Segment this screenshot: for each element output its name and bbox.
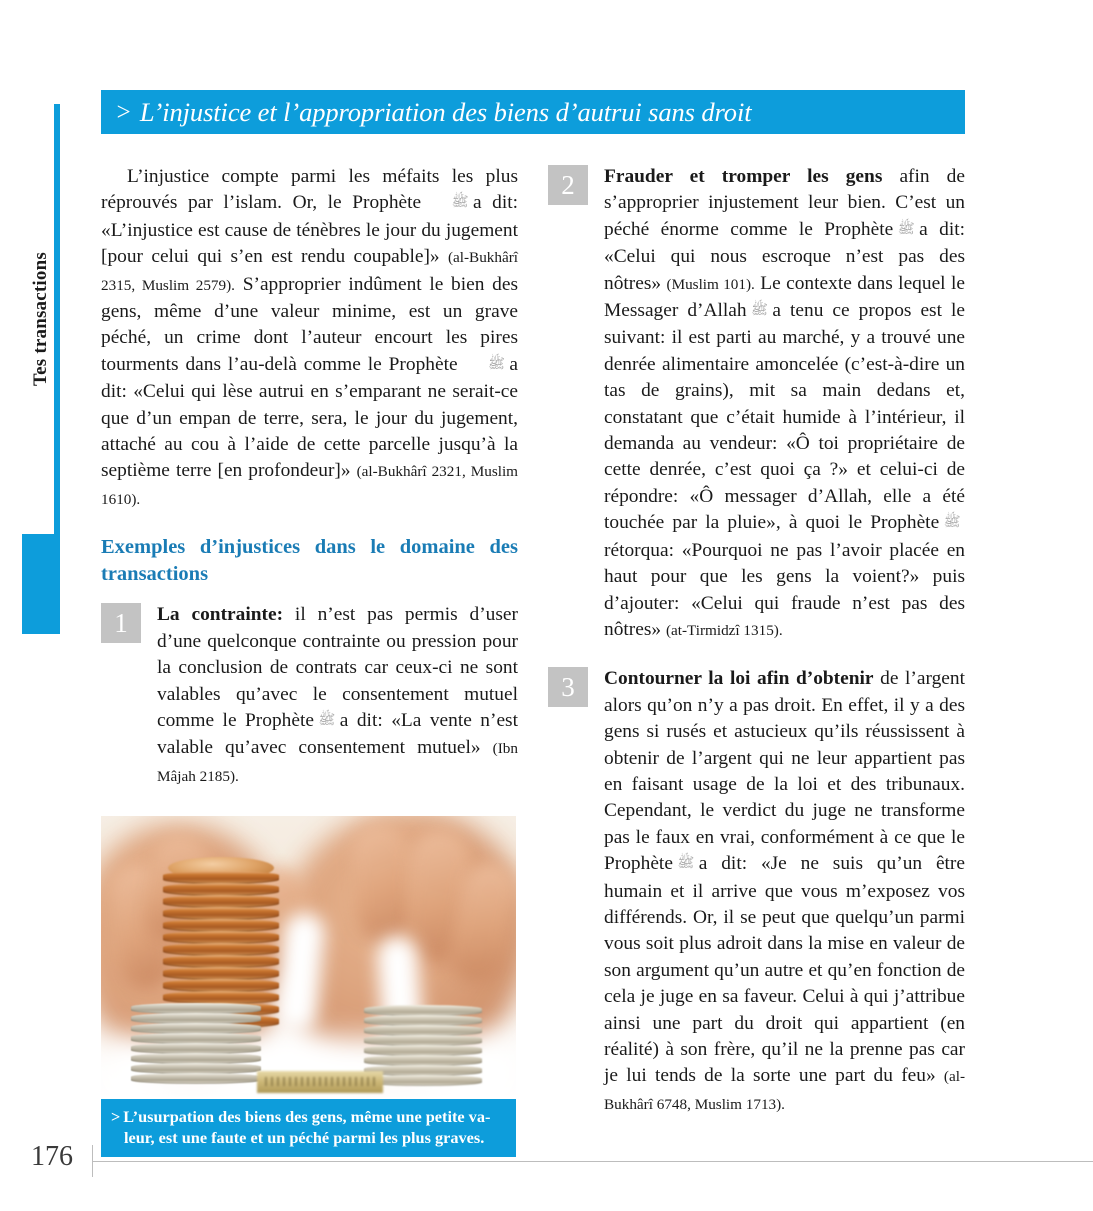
item-2-body-3: Le contexte dans lequel le Messager d’Allah xyxy=(604,272,965,322)
item-number-badge: 3 xyxy=(548,667,588,707)
page-title: L’injustice et l’appropriation des biens d’autrui sans droit xyxy=(139,96,752,127)
intro-part-4: a dit: «Celui qui lèse autrui en s’emparant ne serait-ce que d’un empan de terre, sera, le jour du jugement, attaché au cou à l’aide de cette parcelle jusqu’à la septième terre [en profondeur]» xyxy=(101,353,518,482)
chevron-right-icon: > xyxy=(115,98,132,126)
photo-ruler-bar xyxy=(257,1071,383,1093)
two-column-layout xyxy=(101,164,965,1157)
caption-line-1: L’usurpation des biens des gens, même une petite va- xyxy=(123,1107,491,1127)
salla-glyph-icon: ﷺ xyxy=(447,194,473,211)
hadith-reference: (al-Bukhârî 2315, Muslim 2579). xyxy=(101,249,518,294)
chevron-right-icon: > xyxy=(111,1107,121,1127)
numbered-item-2 xyxy=(548,164,965,644)
page-number: 176 xyxy=(31,1141,73,1172)
item-2-body-4: a tenu ce propos est le suivant: il est parti au marché, y a trouvé une denrée alimentaire amoncelée (c’est-à-dire un tas de grains), mit sa main dedans et, constatant que c’était humide à l’intérieur, il demanda au vendeur: «Ô toi propriétaire de cette denrée, c’est quoi ça ?» et celui-ci de répondre: «Ô messager d’Allah, elle a été touchée par la pluie», à quoi le Prophète xyxy=(604,300,965,534)
intro-paragraph xyxy=(101,164,518,513)
hadith-reference: (al-Bukhârî 2321, Muslim 1610). xyxy=(101,463,518,508)
item-2-text xyxy=(604,164,965,644)
salla-glyph-icon: ﷺ xyxy=(672,855,699,872)
item-1-body-2: a dit: «La vente n’est valable qu’avec consentement mutuel» xyxy=(157,709,518,759)
intro-part-3: S’approprier indûment le bien des gens, même d’une valeur minime, est un grave péché, un crime dont l’auteur encourt les pires tourments dans l’au-delà comme le Prophète xyxy=(101,273,518,375)
salla-glyph-icon: ﷺ xyxy=(483,355,510,372)
sidebar-tab-label: Tes transactions xyxy=(30,252,51,386)
caption-line-2: leur, est une faute et un péché parmi les plus graves. xyxy=(124,1128,485,1148)
hadith-reference: (at-Tirmidzî 1315). xyxy=(665,621,783,639)
hadith-reference: (al-Bukhârî 6748, Muslim 1713). xyxy=(604,1068,965,1113)
sidebar-tab-label-wrap xyxy=(22,104,60,534)
item-3-text xyxy=(604,666,965,1118)
salla-glyph-icon: ﷺ xyxy=(939,514,965,531)
item-number-badge: 2 xyxy=(548,165,588,205)
item-1-lead: La contrainte: xyxy=(157,604,284,626)
intro-part-2: a dit: «L’injustice est cause de ténèbres le jour du jugement [pour celui qui s’en est rendu coupable]» xyxy=(101,192,519,268)
item-3-body-2: a dit: «Je ne suis qu’un être humain et il arrive que vous m’exposez vos différends. Or, il se peut que quelqu’un parmi vous soit plus adroit dans la mise en valeur de son argument qu’un autre et qu’en fonction de cela je juge en sa faveur. Celui à qui j’attribue ainsi une part du droit qui appartient (en réalité) à son frère, qu’il ne la prenne pas car je lui tends de la sorte une part du feu» xyxy=(604,853,965,1087)
numbered-item-1 xyxy=(101,602,518,790)
page-content xyxy=(101,90,965,1157)
item-2-body-5: rétorqua: «Pourquoi ne pas l’avoir placée en haut pour que les gens la voient?» puis d’ajouter: «Celui qui fraude n’est pas des nôtres» xyxy=(604,539,965,640)
item-2-lead: Frauder et tromper les gens xyxy=(604,166,883,187)
hadith-reference: (Muslim 101). xyxy=(666,275,755,293)
subsection-heading: Exemples d’injustices dans le domaine des transactions xyxy=(101,536,518,586)
item-1-text xyxy=(157,602,518,790)
item-3-lead: Contourner la loi afin d’obtenir xyxy=(604,668,874,690)
salla-glyph-icon: ﷺ xyxy=(313,711,340,728)
left-column xyxy=(101,164,518,1157)
figure-coins xyxy=(101,816,516,1157)
section-banner xyxy=(101,90,965,134)
salla-glyph-icon: ﷺ xyxy=(893,220,920,237)
footer-rule xyxy=(92,1161,1093,1162)
item-3-body-1: de l’argent alors qu’on n’y a pas droit. En effet, il y a des gens si rusés et astucieux qu’ils réussissent à obtenir de l’argent qui ne leur appartient pas en faisant usage de la loi et des tribunaux. Cependant, le verdict du juge ne transforme pas le faux en vrai, conformément à ce que le Prophète xyxy=(604,668,965,875)
item-2-body-1: afin de s’approprier injustement leur bien. C’est un péché énorme comme le Prophète xyxy=(604,166,965,240)
salla-glyph-icon: ﷺ xyxy=(746,302,773,319)
numbered-item-3 xyxy=(548,666,965,1118)
intro-part-1: L’injustice compte parmi les méfaits les plus réprouvés par l’islam. Or, le Prophète xyxy=(101,166,518,214)
item-2-body-2: a dit: «Celui qui nous escroque n’est pas des nôtres» xyxy=(604,218,965,294)
right-column xyxy=(548,164,965,1157)
photo-hands-and-coins xyxy=(101,816,516,1099)
hadith-reference: (Ibn Mâjah 2185). xyxy=(157,740,518,785)
item-1-body-1: il n’est pas permis d’user d’une quelconque contrainte ou pression pour la conclusion de contrats car ceux-ci ne sont valables qu’avec le consentement mutuel comme le Prophète xyxy=(157,604,518,731)
page-footer xyxy=(0,1141,1093,1181)
item-number-badge: 1 xyxy=(101,603,141,643)
photo-silver-coin-stack-left xyxy=(131,1003,261,1087)
